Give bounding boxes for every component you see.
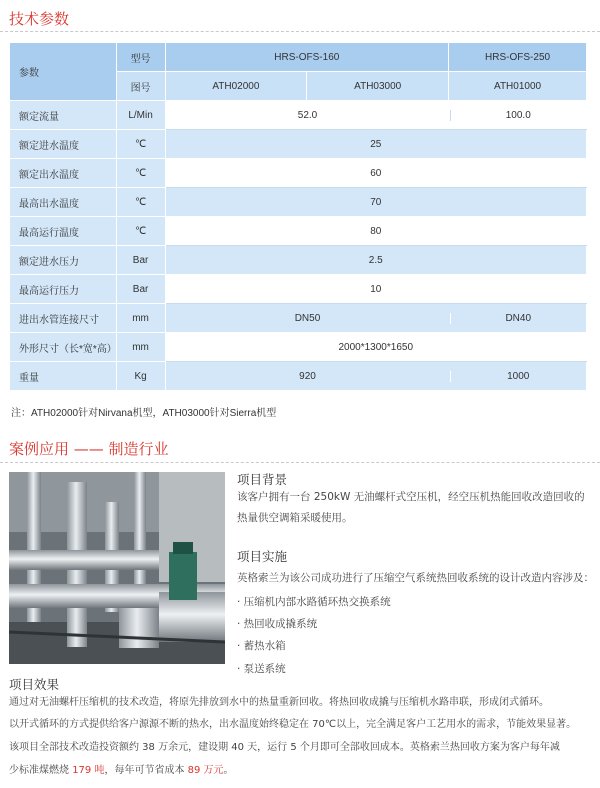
specs-table [9, 42, 587, 391]
background-title: 项目背景 [237, 472, 288, 487]
row-value-b: DN40 [450, 313, 587, 324]
specs-section-title: 技术参数 [9, 10, 70, 28]
row-name: 最高出水温度 [10, 188, 117, 217]
row-unit: L/Min [116, 101, 165, 130]
table-row [10, 188, 587, 217]
case-section-title: 案例应用 —— 制造行业 [9, 440, 169, 458]
table-row [10, 304, 587, 333]
implementation-title: 项目实施 [237, 549, 288, 564]
row-name: 额定进水温度 [10, 130, 117, 159]
row-unit: Kg [116, 362, 165, 391]
effect-text: 。 [223, 765, 234, 776]
row-value: 10 [165, 275, 587, 304]
row-value: 60 [165, 159, 587, 188]
row-name: 进出水管连接尺寸 [10, 304, 117, 333]
row-unit: ℃ [116, 188, 165, 217]
effect-text: ，每年可节省成本 [104, 765, 188, 776]
effect-line: 通过对无油螺杆压缩机的技术改造，将原先排放到水中的热量重新回收。将热回收成撬与压缩机水路串联，形成闭式循环。 [9, 697, 549, 708]
row-unit: Bar [116, 275, 165, 304]
implementation-item: · 蓄热水箱 [237, 640, 286, 652]
section-divider [0, 31, 600, 32]
factory-pipes-photo [9, 472, 225, 664]
row-unit: Bar [116, 246, 165, 275]
row-name: 额定流量 [10, 101, 117, 130]
code-a2: ATH03000 [307, 72, 449, 101]
row-values [165, 362, 587, 391]
row-values [165, 101, 587, 130]
row-value: 70 [165, 188, 587, 217]
row-name: 最高运行压力 [10, 275, 117, 304]
row-value-a: DN50 [294, 312, 321, 324]
row-unit: ℃ [116, 130, 165, 159]
table-header-row [10, 43, 587, 72]
row-values [165, 304, 587, 333]
row-name: 额定进水压力 [10, 246, 117, 275]
implementation-item: · 热回收成撬系统 [237, 618, 318, 630]
effect-line-final [9, 760, 234, 781]
row-unit: mm [116, 333, 165, 362]
section-divider [0, 462, 600, 463]
implementation-intro: 英格索兰为该公司成功进行了压缩空气系统热回收系统的设计改造内容涉及： [237, 572, 594, 584]
model-a: HRS-OFS-160 [165, 43, 449, 72]
code-b: ATH01000 [449, 72, 587, 101]
row-value-b: 100.0 [450, 110, 587, 121]
table-row [10, 217, 587, 246]
row-unit: mm [116, 304, 165, 333]
row-value: 25 [165, 130, 587, 159]
cost-savings: 89 万元 [187, 765, 224, 776]
drawing-label: 图号 [116, 72, 165, 101]
model-label: 型号 [116, 43, 165, 72]
row-name: 额定出水温度 [10, 159, 117, 188]
table-note: 注：ATH02000针对Nirvana机型，ATH03000针对Sierra机型 [11, 408, 277, 419]
row-value-a: 920 [299, 370, 316, 382]
background-text-2: 热量供空调箱采暖使用。 [237, 512, 353, 524]
row-value-b: 1000 [450, 371, 587, 382]
table-row [10, 362, 587, 391]
row-unit: ℃ [116, 217, 165, 246]
effect-line: 以开式循环的方式提供给客户源源不断的热水，出水温度始终稳定在 70℃以上，完全满足客户工艺用水的需求，节能效果显著。 [9, 719, 577, 730]
effect-text: 少标准煤燃烧 [9, 765, 73, 776]
table-row [10, 130, 587, 159]
effect-line: 该项目全部技术改造投资额约 38 万余元，建设期 40 天，运行 5 个月即可全部收回成本。英格索兰热回收方案为客户每年减 [9, 742, 560, 753]
table-row [10, 333, 587, 362]
table-row [10, 246, 587, 275]
param-label: 参数 [10, 43, 117, 101]
row-name: 外形尺寸（长*宽*高） [10, 333, 117, 362]
implementation-item: · 压缩机内部水路循环热交换系统 [237, 596, 391, 608]
model-b: HRS-OFS-250 [449, 43, 587, 72]
row-unit: ℃ [116, 159, 165, 188]
table-row [10, 101, 587, 130]
coal-savings: 179 吨 [72, 765, 105, 776]
row-name: 重量 [10, 362, 117, 391]
effect-title: 项目效果 [9, 677, 60, 692]
background-text-1: 该客户拥有一台 250kW 无油螺杆式空压机，经空压机热能回收改造回收的 [237, 491, 585, 503]
implementation-item: · 泵送系统 [237, 663, 286, 675]
row-name: 最高运行温度 [10, 217, 117, 246]
row-value: 2.5 [165, 246, 587, 275]
row-value-a: 52.0 [297, 109, 318, 121]
row-value: 80 [165, 217, 587, 246]
table-row [10, 275, 587, 304]
table-row [10, 159, 587, 188]
code-a1: ATH02000 [165, 72, 307, 101]
row-value: 2000*1300*1650 [165, 333, 587, 362]
